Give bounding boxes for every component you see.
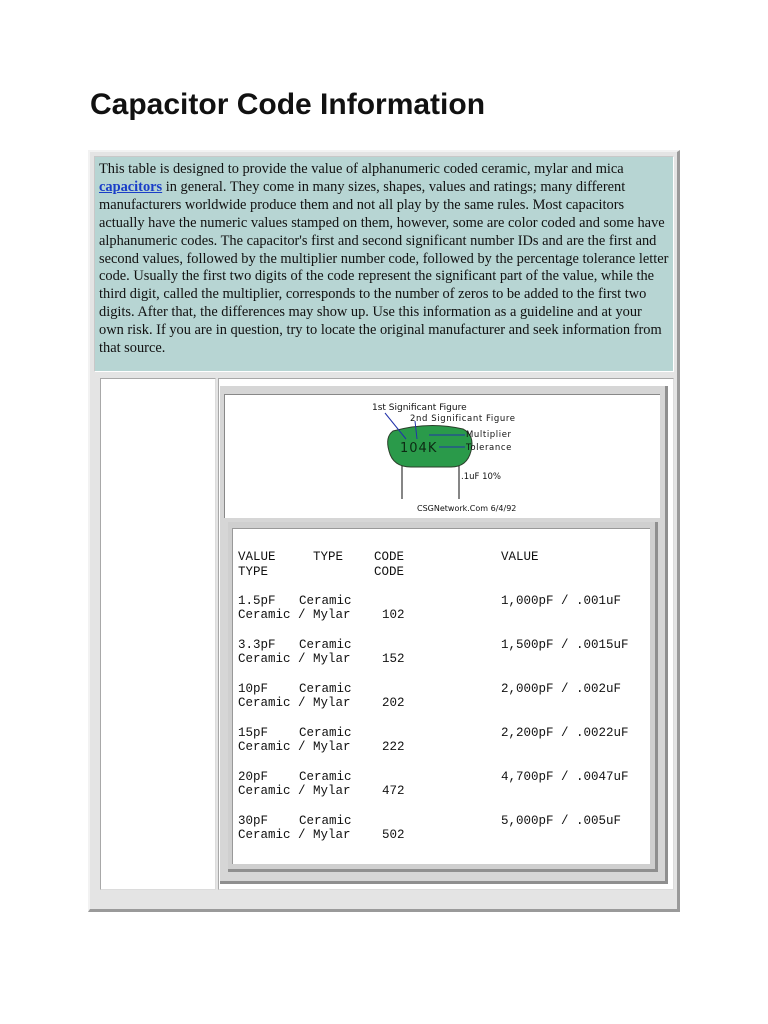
row-type: Ceramic xyxy=(299,682,352,696)
label-first-significant: 1st Significant Figure xyxy=(372,403,467,413)
row-equivalent-value: 5,000pF / .005uF xyxy=(501,814,622,828)
row-code: 102 xyxy=(382,608,405,622)
capacitor-diagram xyxy=(224,394,660,518)
empty-left-cell xyxy=(100,378,216,890)
row-type-2: Ceramic / Mylar xyxy=(238,828,351,842)
row-code: 202 xyxy=(382,696,405,710)
capacitor-diagram-svg xyxy=(225,395,661,519)
row-type: Ceramic xyxy=(299,594,352,608)
header-value-2: VALUE xyxy=(501,550,539,564)
row-type-2: Ceramic / Mylar xyxy=(238,740,351,754)
capacitors-link[interactable]: capacitors xyxy=(99,178,163,195)
header-code: CODE xyxy=(374,550,405,564)
header-type: TYPE xyxy=(313,550,344,564)
row-value: 15pF xyxy=(238,726,269,740)
row-type-2: Ceramic / Mylar xyxy=(238,696,351,710)
row-code: 502 xyxy=(382,828,405,842)
row-equivalent-value: 1,500pF / .0015uF xyxy=(501,638,629,652)
header-code-2: CODE xyxy=(374,565,405,579)
row-code: 472 xyxy=(382,784,405,798)
row-equivalent-value: 2,200pF / .0022uF xyxy=(501,726,629,740)
row-type: Ceramic xyxy=(299,638,352,652)
row-type-2: Ceramic / Mylar xyxy=(238,652,351,666)
label-tolerance: Tolerance xyxy=(466,443,512,453)
intro-text-after: in general. They come in many sizes, shapes, values and ratings; many different manufacturers worldwide produce them and not all play by the same rules. Most capacitors actually have the numeric values stamped on them, however, some are color coded and some have alphanumeric codes. The capacitor's first and second significant number IDs and are the first and second values, followed by the multiplier number code, followed by the percentage tolerance letter code. Usually the first two digits of the code represent the significant part of the value, while the third digit, called the multiplier, corresponds to the number of zeros to be added to the first two digits. After that, the differences may show up. Use this information as a guideline and at your own risk. If you are in question, try to locate the original manufacturer and seek information from that source. xyxy=(99,178,669,357)
row-type-2: Ceramic / Mylar xyxy=(238,608,351,622)
row-value: 10pF xyxy=(238,682,269,696)
row-value: 3.3pF xyxy=(238,638,276,652)
row-equivalent-value: 2,000pF / .002uF xyxy=(501,682,622,696)
row-code: 152 xyxy=(382,652,405,666)
label-multiplier: Multiplier xyxy=(466,430,512,440)
row-equivalent-value: 1,000pF / .001uF xyxy=(501,594,622,608)
row-type: Ceramic xyxy=(299,770,352,784)
row-type-2: Ceramic / Mylar xyxy=(238,784,351,798)
label-credit: CSGNetwork.Com 6/4/92 xyxy=(417,504,517,513)
row-value: 20pF xyxy=(238,770,269,784)
capacitor-body-code: 104K xyxy=(400,441,438,456)
row-value: 30pF xyxy=(238,814,269,828)
page-title: Capacitor Code Information xyxy=(90,88,486,121)
intro-paragraph xyxy=(94,156,674,372)
header-value: VALUE xyxy=(238,550,276,564)
row-type: Ceramic xyxy=(299,726,352,740)
label-second-significant: 2nd Significant Figure xyxy=(410,414,516,424)
row-code: 222 xyxy=(382,740,405,754)
capacitor-code-table xyxy=(232,528,650,864)
row-type: Ceramic xyxy=(299,814,352,828)
intro-text-before: This table is designed to provide the value of alphanumeric coded ceramic, mylar and mica xyxy=(99,161,624,177)
label-value-note: .1uF 10% xyxy=(461,472,501,482)
row-equivalent-value: 4,700pF / .0047uF xyxy=(501,770,629,784)
header-type-2: TYPE xyxy=(238,565,269,579)
row-value: 1.5pF xyxy=(238,594,276,608)
